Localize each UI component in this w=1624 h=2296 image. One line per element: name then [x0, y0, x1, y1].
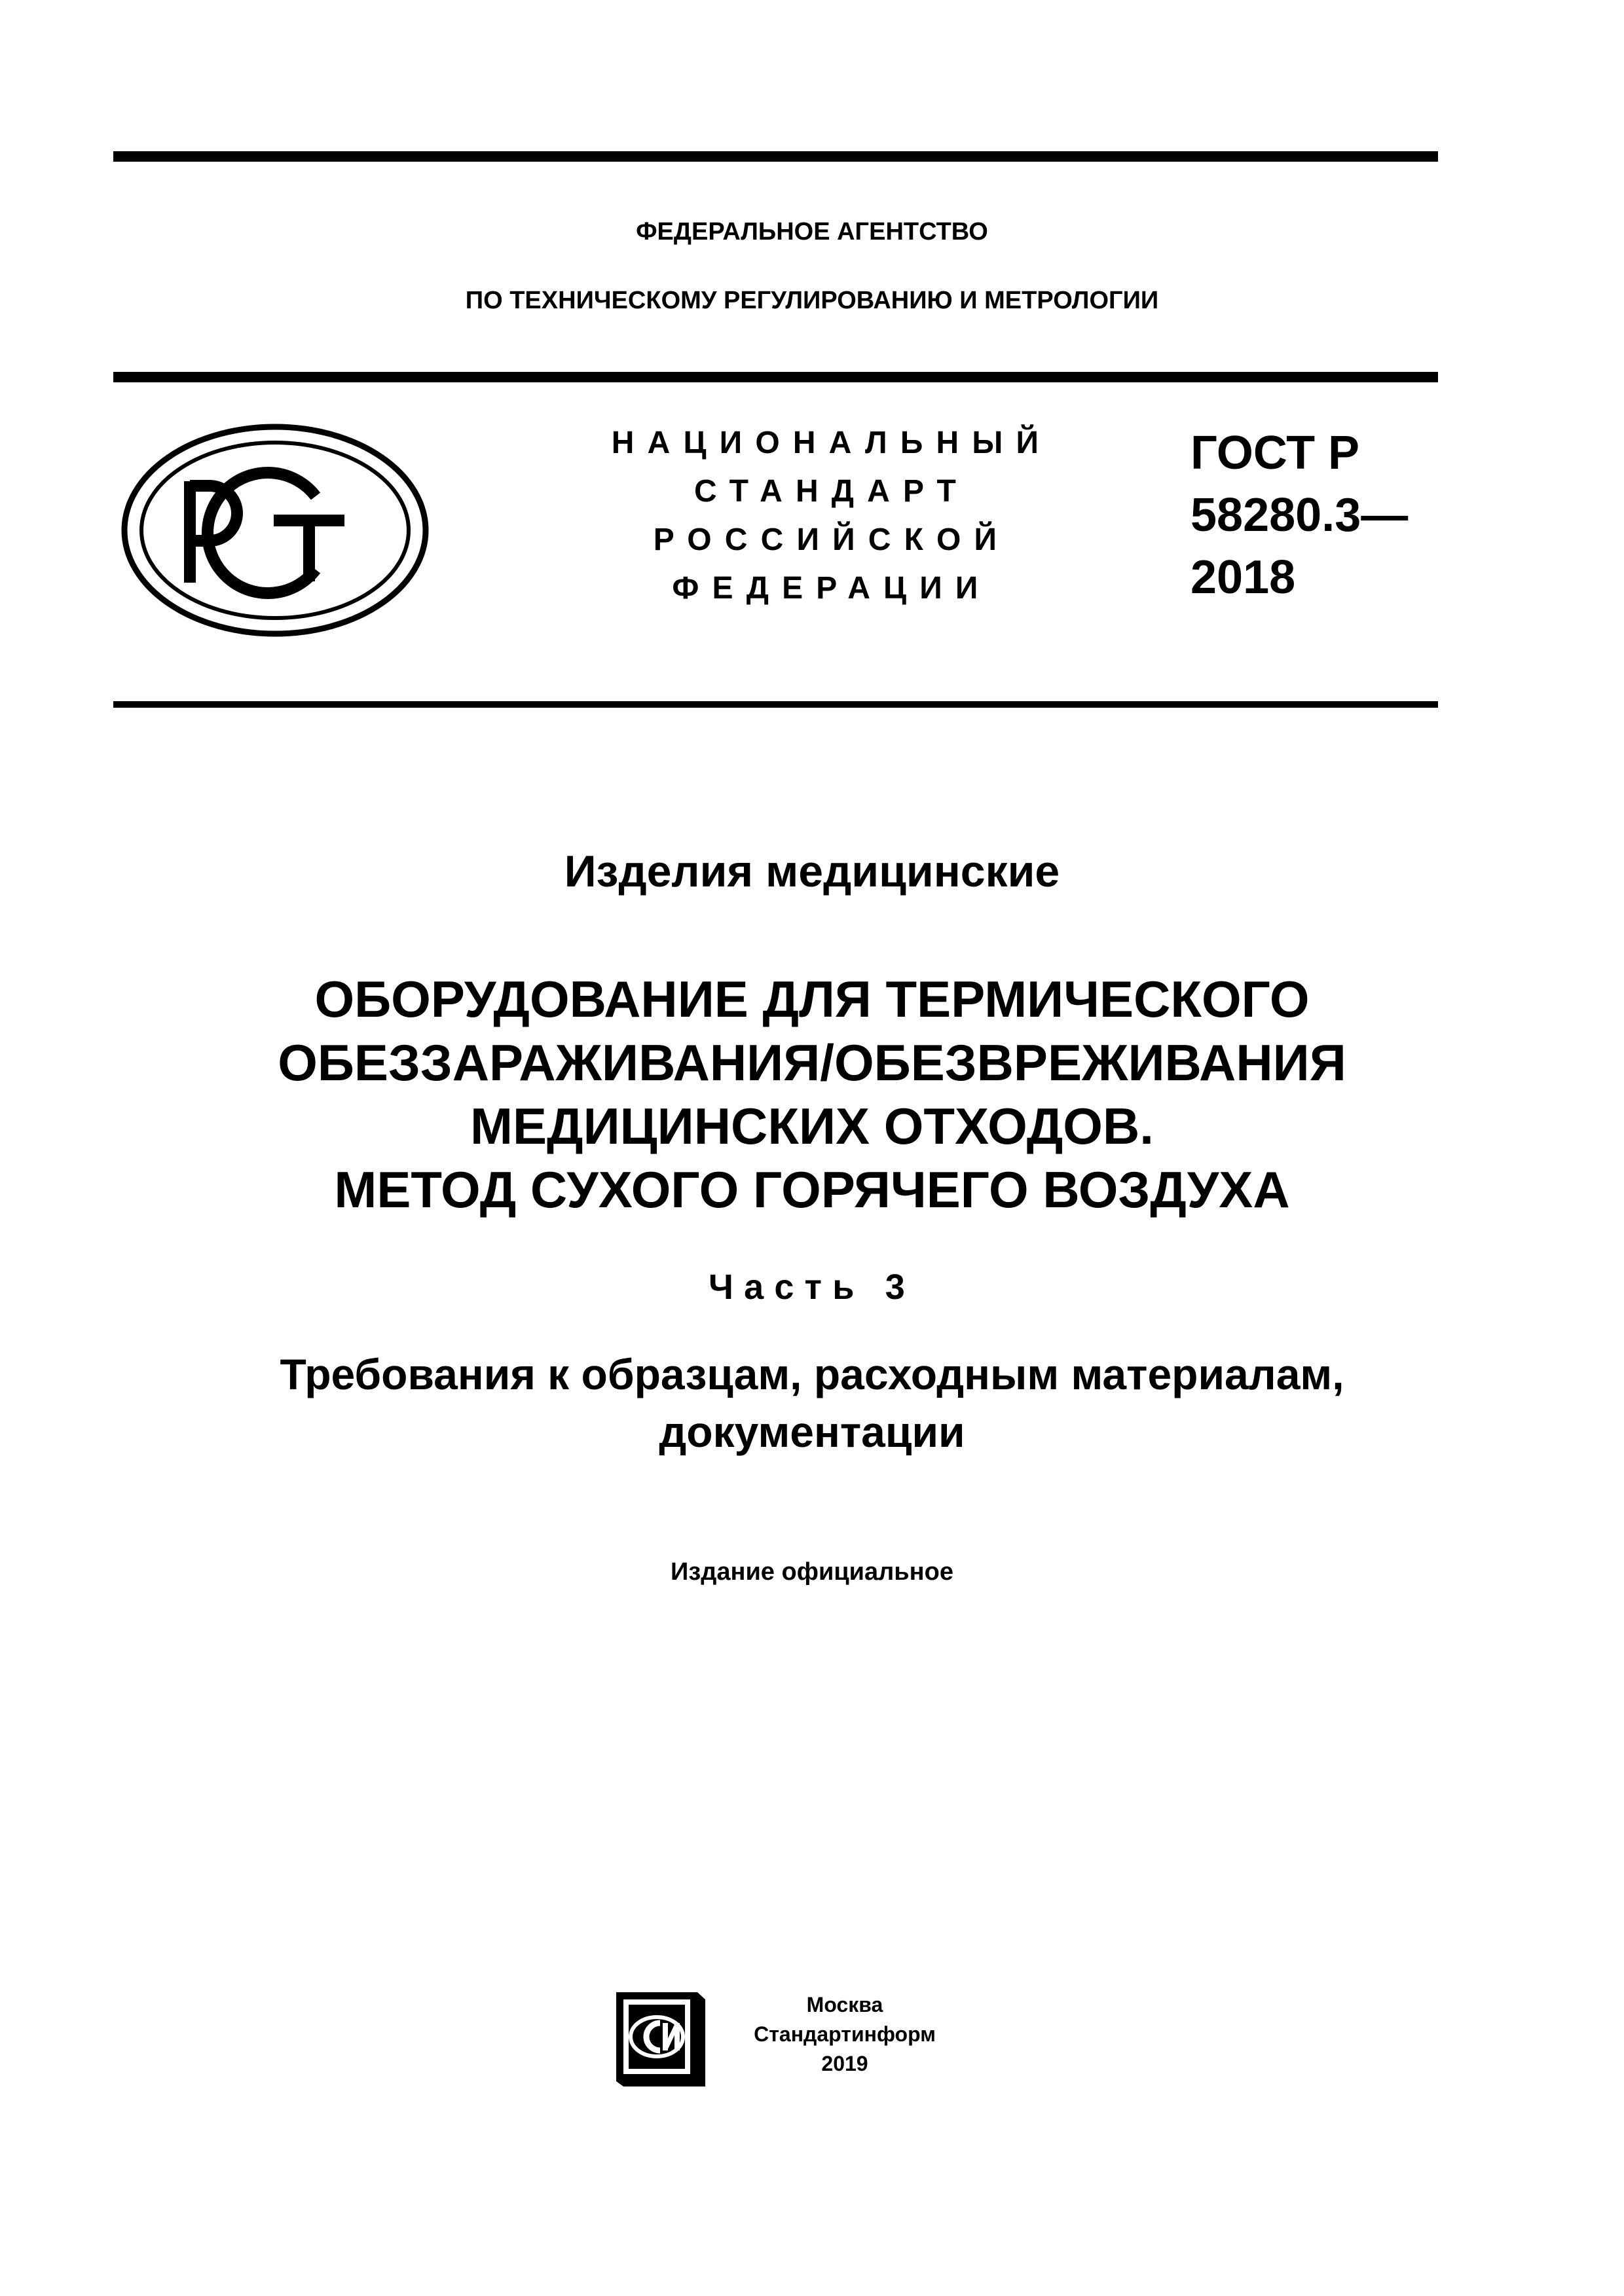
gost-r-logo: [118, 419, 432, 642]
part-label: Часть 3: [708, 1267, 916, 1307]
national-line-4: ФЕДЕРАЦИИ: [672, 571, 991, 606]
publisher-name: Стандартинформ: [754, 2022, 936, 2046]
publisher-city: Москва: [806, 1993, 883, 2016]
header-bottom-rule: [113, 372, 1438, 382]
standard-bottom-rule: [113, 701, 1438, 708]
main-title-line-3: МЕДИЦИНСКИХ ОТХОДОВ.: [470, 1097, 1154, 1155]
gost-line-2: 58280.3—: [1190, 489, 1409, 541]
main-title: [0, 968, 1624, 1222]
publisher-block: [727, 1990, 963, 2079]
subtitle-line-2: документации: [659, 1408, 965, 1456]
top-rule: [113, 151, 1438, 162]
main-title-line-2: ОБЕЗЗАРАЖИВАНИЯ/ОБЕЗВРЕЖИВАНИЯ: [278, 1034, 1346, 1091]
edition-label: Издание официальное: [671, 1558, 953, 1586]
national-line-3: РОССИЙСКОЙ: [653, 522, 1010, 557]
publisher-year: 2019: [821, 2052, 868, 2075]
national-standard-block: [563, 419, 1100, 613]
national-line-1: НАЦИОНАЛЬНЫЙ: [611, 426, 1052, 460]
gost-designation: [1190, 422, 1426, 609]
standartinform-logo: [614, 1990, 707, 2088]
category-title: Изделия медицинские: [564, 847, 1060, 896]
national-line-2: СТАНДАРТ: [694, 474, 969, 509]
subtitle-line-1: Требования к образцам, расходным материалам,: [280, 1350, 1344, 1398]
gost-line-1: ГОСТ Р: [1190, 427, 1360, 479]
main-title-line-4: МЕТОД СУХОГО ГОРЯЧЕГО ВОЗДУХА: [334, 1161, 1290, 1218]
gost-logo-text: РСТ: [118, 419, 119, 420]
publisher-logo-text: СИ: [614, 1990, 616, 1991]
agency-line-1: ФЕДЕРАЛЬНОЕ АГЕНТСТВО: [636, 218, 988, 246]
subtitle: [0, 1345, 1624, 1461]
gost-line-3: 2018: [1190, 551, 1296, 604]
agency-line-2: ПО ТЕХНИЧЕСКОМУ РЕГУЛИРОВАНИЮ И МЕТРОЛОГИИ: [465, 287, 1159, 314]
main-title-line-1: ОБОРУДОВАНИЕ ДЛЯ ТЕРМИЧЕСКОГО: [314, 970, 1310, 1028]
